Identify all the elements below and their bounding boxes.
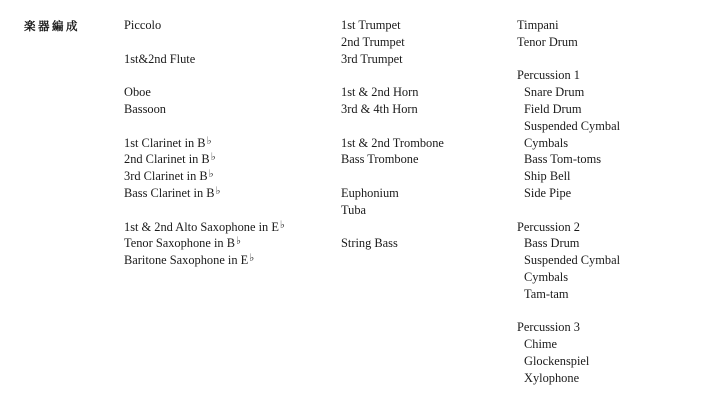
instrument-label: 1st Clarinet in B — [124, 135, 206, 150]
instrument-alto-sax — [124, 219, 285, 236]
instrument-horn-1-2: 1st & 2nd Horn — [341, 85, 419, 100]
percussion-3-title: Percussion 3 — [517, 320, 580, 335]
woodwinds-column — [124, 17, 285, 269]
instrument-horn-3-4: 3rd & 4th Horn — [341, 101, 418, 116]
flat-symbol: ♭ — [210, 151, 216, 164]
instrument-label: 3rd Clarinet in B — [124, 169, 208, 184]
instrument-bass-trombone: Bass Trombone — [341, 152, 419, 167]
instrument-trombone-1-2: 1st & 2nd Trombone — [341, 135, 444, 150]
instrument-tenor-sax — [124, 235, 285, 252]
instrument-label: Tenor Saxophone in B — [124, 236, 235, 251]
instrument-piccolo: Piccolo — [124, 18, 162, 32]
flat-symbol: ♭ — [206, 134, 212, 147]
instrument-label: Bass Clarinet in B — [124, 185, 215, 200]
instrument-timpani: Timpani — [517, 18, 559, 32]
flat-symbol: ♭ — [208, 168, 214, 181]
instrument-label: 1st & 2nd Alto Saxophone in E — [124, 219, 279, 234]
list-item: Suspended Cymbal — [524, 253, 621, 268]
instrument-tenor-drum: Tenor Drum — [517, 34, 578, 49]
list-item: Tam-tam — [524, 286, 569, 301]
list-item: Field Drum — [524, 101, 582, 116]
list-item: Chime — [524, 337, 558, 352]
list-item: Xylophone — [524, 370, 580, 385]
instrument-string-bass: String Bass — [341, 236, 398, 251]
instrument-baritone-sax — [124, 252, 285, 269]
instrument-oboe: Oboe — [124, 85, 151, 100]
percussion-1-title: Percussion 1 — [517, 68, 580, 83]
list-item: Cymbals — [524, 135, 569, 150]
instrument-trumpet-1: 1st Trumpet — [341, 18, 401, 32]
list-item: Glockenspiel — [524, 353, 590, 368]
instrument-label: Baritone Saxophone in E — [124, 253, 249, 268]
instrument-clarinet-2 — [124, 151, 285, 168]
list-item: Bass Tom-toms — [524, 152, 602, 167]
list-item: Side Pipe — [524, 185, 572, 200]
instrument-clarinet-1 — [124, 135, 285, 152]
percussion-2-title: Percussion 2 — [517, 219, 580, 234]
list-item: Suspended Cymbal — [524, 118, 621, 133]
flat-symbol: ♭ — [215, 184, 221, 197]
instrument-bassoon: Bassoon — [124, 101, 166, 116]
list-item: Cymbals — [524, 269, 569, 284]
list-item: Ship Bell — [524, 169, 571, 184]
instrument-bass-clarinet — [124, 185, 285, 202]
flat-symbol: ♭ — [249, 252, 255, 265]
list-item: Bass Drum — [524, 236, 580, 251]
flat-symbol: ♭ — [279, 218, 285, 231]
instrument-tuba: Tuba — [341, 202, 367, 217]
instrument-label: 2nd Clarinet in B — [124, 152, 210, 167]
list-item: Snare Drum — [524, 85, 585, 100]
instrument-flute: 1st&2nd Flute — [124, 51, 196, 66]
instrumentation-heading: 楽器編成 — [24, 19, 80, 33]
brass-column — [341, 17, 444, 252]
percussion-column — [517, 17, 620, 387]
instrument-trumpet-3: 3rd Trumpet — [341, 51, 403, 66]
flat-symbol: ♭ — [235, 235, 241, 248]
instrument-euphonium: Euphonium — [341, 185, 399, 200]
instrument-clarinet-3 — [124, 168, 285, 185]
instrument-trumpet-2: 2nd Trumpet — [341, 34, 405, 49]
